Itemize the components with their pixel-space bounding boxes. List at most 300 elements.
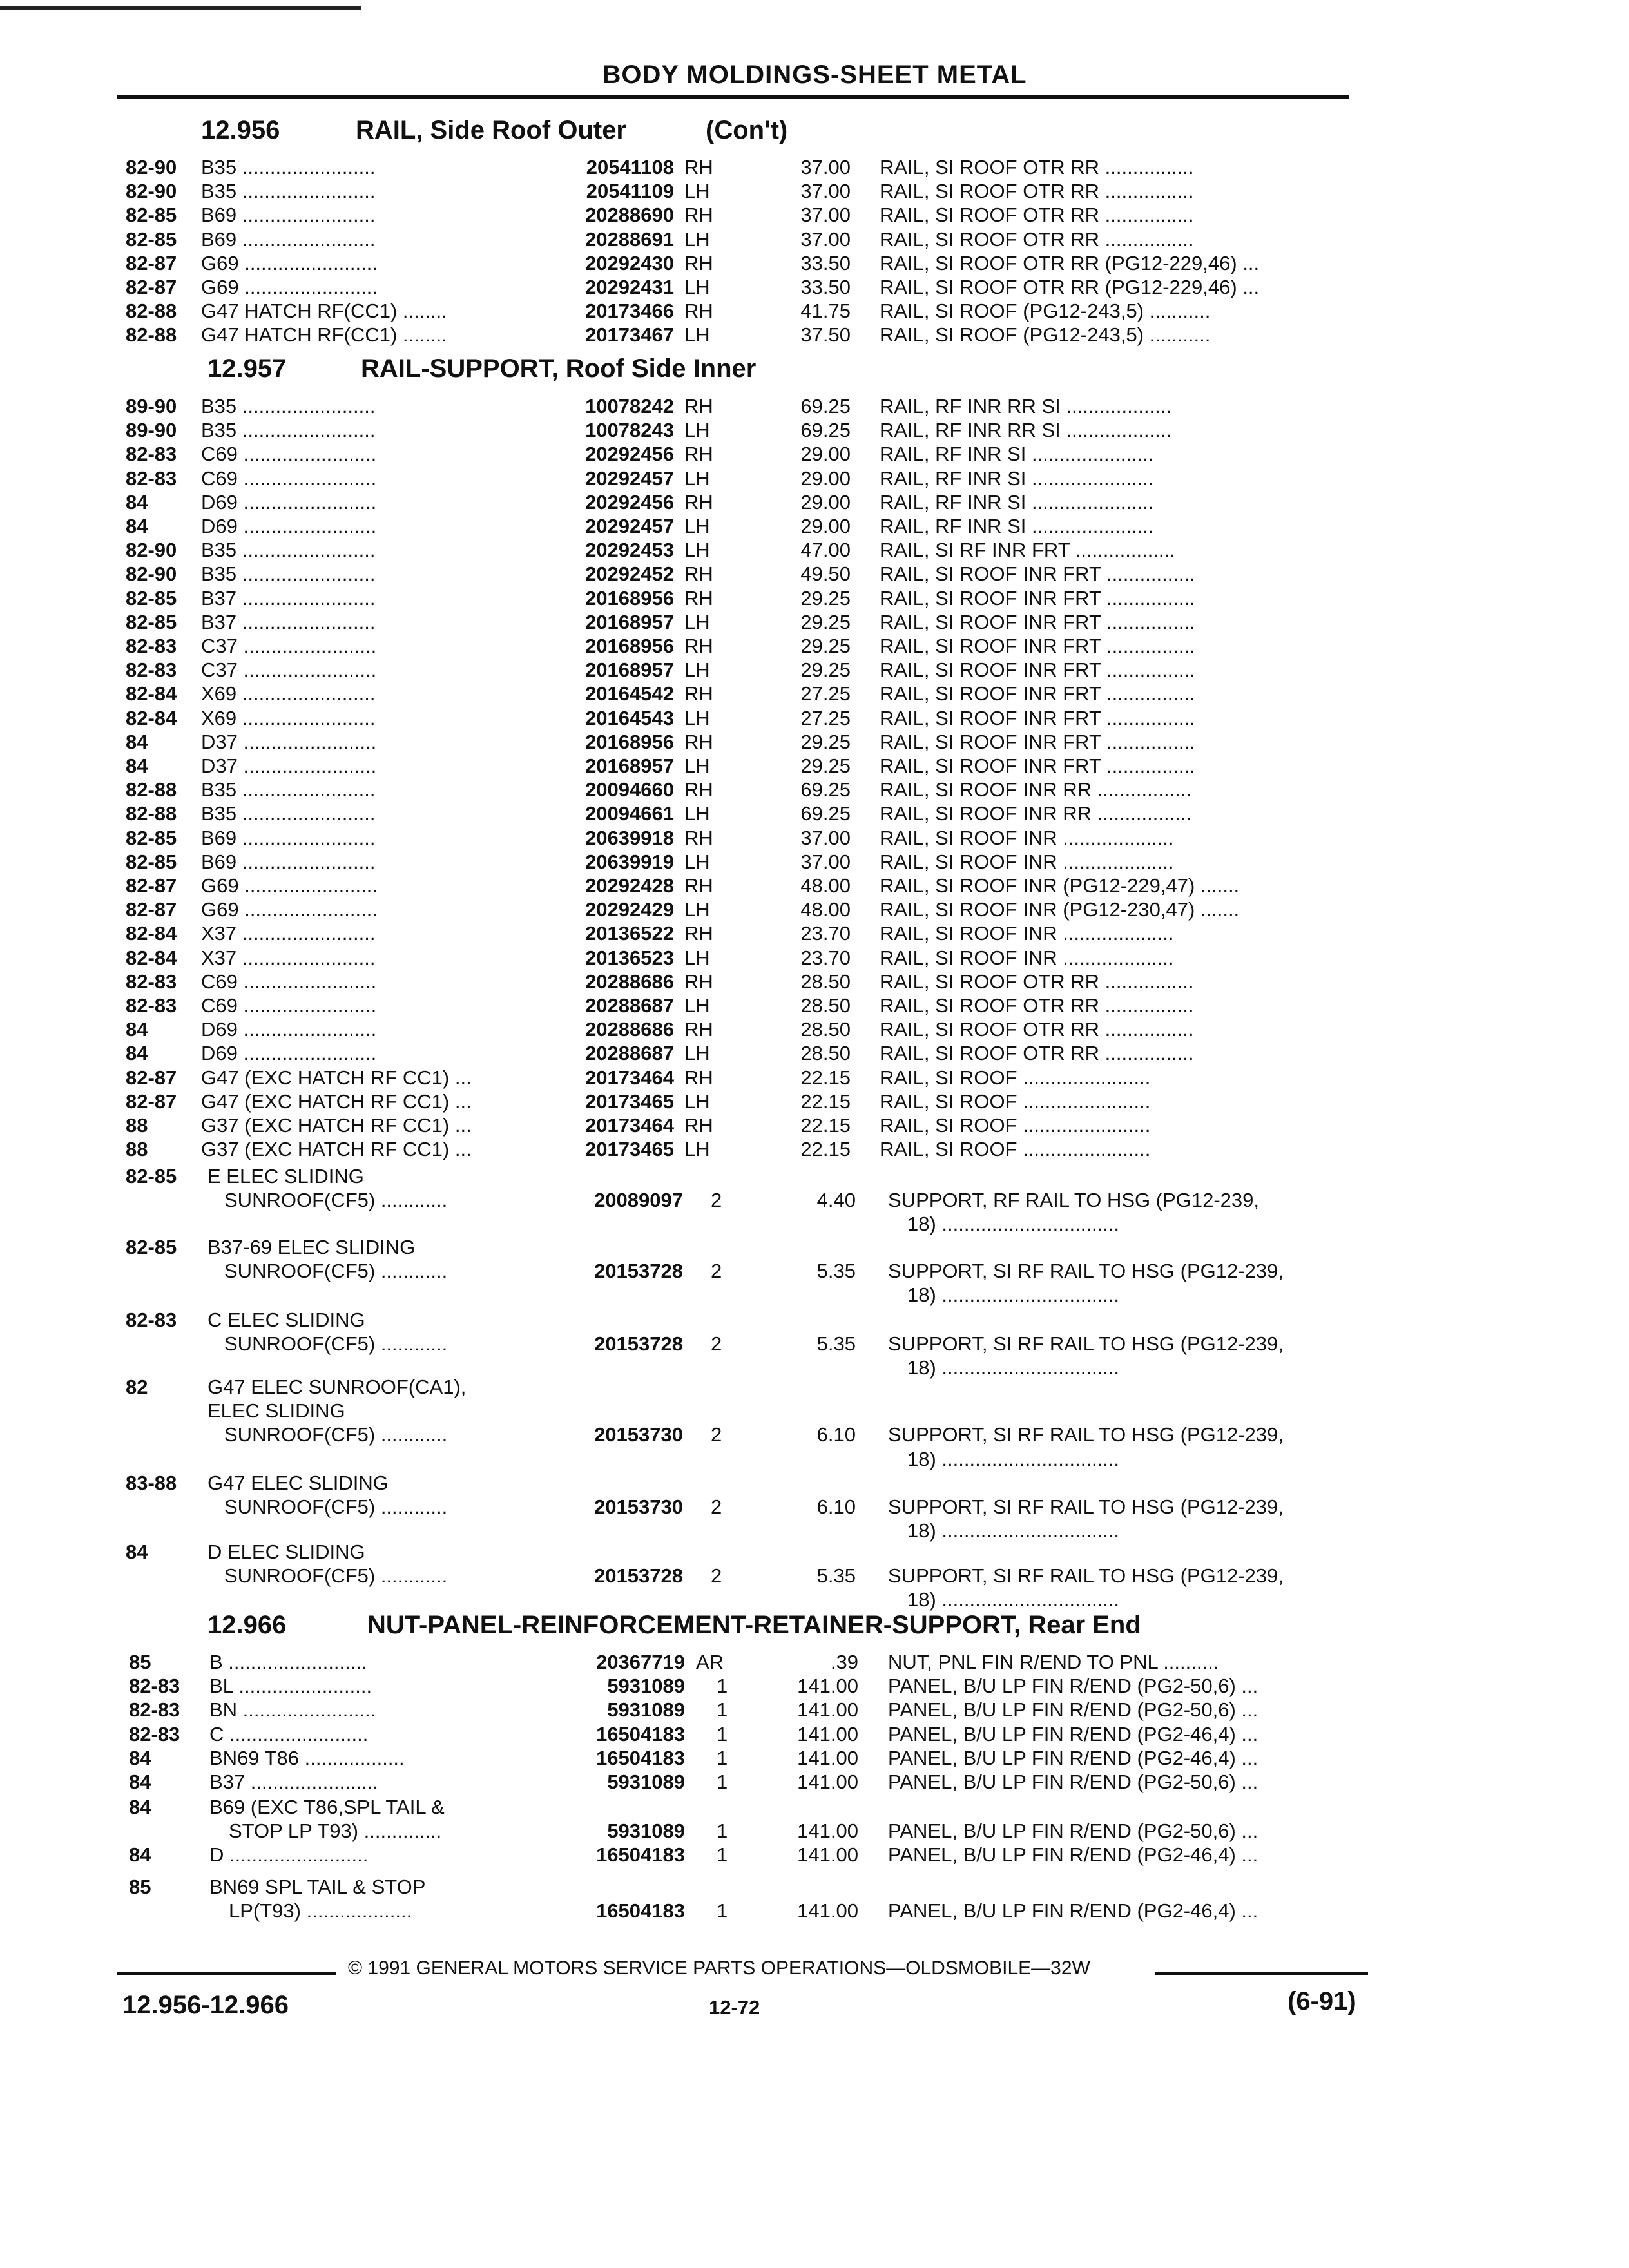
table-row xyxy=(0,1137,1629,1161)
table-row-continued xyxy=(0,1519,1629,1542)
table-row xyxy=(0,730,1629,754)
table-row-continued xyxy=(0,1899,1629,1923)
list-price: 5.35 xyxy=(816,1260,856,1283)
part-description: 18) ................................ xyxy=(907,1519,1120,1542)
model-description: B37 ........................ xyxy=(201,586,376,610)
list-price: 29.00 xyxy=(800,466,851,490)
model-years: 82-85 xyxy=(126,826,177,849)
part-number: 16504183 xyxy=(596,1843,685,1866)
table-row xyxy=(0,1308,1629,1332)
part-number: 20292456 xyxy=(585,490,674,514)
part-description: PANEL, B/U LP FIN R/END (PG2-50,6) ... xyxy=(888,1698,1258,1722)
part-number: 16504183 xyxy=(596,1746,685,1769)
model-years: 82-90 xyxy=(126,562,177,586)
table-row xyxy=(0,1066,1629,1090)
model-years: 85 xyxy=(129,1876,151,1898)
table-row xyxy=(0,1471,1629,1495)
list-price: 37.00 xyxy=(800,204,851,227)
list-price: 6.10 xyxy=(816,1423,856,1446)
list-price: 141.00 xyxy=(797,1722,858,1745)
model-description: SUNROOF(CF5) ............ xyxy=(224,1495,448,1519)
table-row xyxy=(0,538,1629,562)
quantity-side: 1 xyxy=(717,1820,728,1843)
model-years: 84 xyxy=(126,1541,148,1563)
list-price: 29.00 xyxy=(800,490,851,514)
quantity-side: LH xyxy=(684,323,710,347)
table-row-continued xyxy=(0,1283,1629,1307)
part-number: 20288686 xyxy=(585,1018,674,1041)
model-description: D ......................... xyxy=(209,1843,369,1866)
part-number: 10078243 xyxy=(585,419,674,442)
part-description: RAIL, SI ROOF INR FRT ................ xyxy=(880,635,1195,657)
table-row xyxy=(0,1770,1629,1794)
model-years: 84 xyxy=(129,1746,151,1769)
list-price: 22.15 xyxy=(800,1090,851,1113)
table-row xyxy=(0,921,1629,945)
table-row-continued xyxy=(0,1259,1629,1283)
model-years: 82-84 xyxy=(126,946,177,969)
model-years: 88 xyxy=(126,1138,148,1161)
model-years: 84 xyxy=(129,1771,151,1793)
part-description: SUPPORT, SI RF RAIL TO HSG (PG12-239, xyxy=(888,1332,1284,1356)
section-number: 12.957 xyxy=(207,354,287,383)
model-description: C69 ........................ xyxy=(201,994,377,1017)
table-row-continued xyxy=(0,1188,1629,1212)
part-number: 20288687 xyxy=(585,994,674,1017)
model-years: 82-88 xyxy=(126,778,177,802)
part-description: RAIL, SI ROOF OTR RR ................ xyxy=(880,180,1194,203)
table-row xyxy=(0,562,1629,586)
list-price: 69.25 xyxy=(800,419,851,442)
part-number: 20136522 xyxy=(585,922,674,945)
part-number: 20153730 xyxy=(594,1423,683,1446)
model-years: 83-88 xyxy=(126,1472,177,1494)
table-row xyxy=(0,1164,1629,1188)
quantity-side: RH xyxy=(684,443,713,466)
footer-copyright: © 1991 GENERAL MOTORS SERVICE PARTS OPERATIONS—OLDSMOBILE—32W xyxy=(348,1957,1090,1979)
model-years: 82-85 xyxy=(126,204,177,227)
model-description: BN ........................ xyxy=(209,1698,376,1722)
quantity-side: LH xyxy=(684,539,710,562)
model-description: B37 ........................ xyxy=(201,610,376,633)
table-row xyxy=(0,850,1629,874)
part-number: 20541109 xyxy=(586,180,674,203)
part-number: 20292457 xyxy=(585,466,674,490)
model-years: 82-83 xyxy=(129,1698,180,1722)
table-row xyxy=(0,1746,1629,1770)
quantity-side: RH xyxy=(684,778,713,802)
list-price: 141.00 xyxy=(797,1746,858,1769)
model-description: G37 (EXC HATCH RF CC1) ... xyxy=(201,1138,472,1161)
model-description: E ELEC SLIDING xyxy=(207,1165,364,1187)
model-description: BL ........................ xyxy=(209,1675,372,1698)
model-description: G47 ELEC SLIDING xyxy=(207,1472,389,1494)
part-number: 20153728 xyxy=(594,1564,683,1588)
part-number: 10078242 xyxy=(585,395,674,418)
model-description: B35 ........................ xyxy=(201,539,376,562)
part-description: NUT, PNL FIN R/END TO PNL .......... xyxy=(888,1651,1219,1673)
table-row xyxy=(0,203,1629,227)
table-row xyxy=(0,1235,1629,1259)
part-number: 20639918 xyxy=(585,826,674,849)
part-number: 20292452 xyxy=(585,562,674,586)
list-price: 4.40 xyxy=(816,1189,856,1212)
part-description: RAIL, SI ROOF OTR RR (PG12-229,46) ... xyxy=(880,251,1260,274)
table-row xyxy=(0,826,1629,850)
list-price: 141.00 xyxy=(797,1843,858,1866)
quantity-side: 1 xyxy=(717,1843,728,1866)
part-description: RAIL, SI ROOF OTR RR ................ xyxy=(880,970,1194,993)
footer-date: (6-91) xyxy=(1287,1987,1356,2015)
part-description: SUPPORT, SI RF RAIL TO HSG (PG12-239, xyxy=(888,1564,1284,1588)
footer-rule-left xyxy=(117,1972,336,1975)
part-number: 16504183 xyxy=(596,1722,685,1745)
part-description: 18) ................................ xyxy=(907,1447,1120,1470)
list-price: 22.15 xyxy=(800,1066,851,1089)
part-description: RAIL, SI ROOF INR .................... xyxy=(880,850,1174,873)
table-row xyxy=(0,1090,1629,1113)
model-years: 82-87 xyxy=(126,898,177,921)
list-price: 33.50 xyxy=(800,251,851,274)
part-number: 20089097 xyxy=(594,1189,683,1212)
part-number: 20288686 xyxy=(585,970,674,993)
part-number: 5931089 xyxy=(607,1771,685,1793)
table-row xyxy=(0,466,1629,490)
table-row xyxy=(0,227,1629,251)
model-description: G69 ........................ xyxy=(201,276,378,298)
part-description: RAIL, SI ROOF (PG12-243,5) ........... xyxy=(880,323,1211,347)
model-years: 82-88 xyxy=(126,323,177,347)
list-price: 37.00 xyxy=(800,227,851,251)
table-row xyxy=(0,442,1629,466)
quantity-side: LH xyxy=(684,515,710,537)
part-number: 20292429 xyxy=(585,898,674,921)
model-description: C ELEC SLIDING xyxy=(207,1309,365,1331)
model-description: STOP LP T93) .............. xyxy=(229,1820,442,1843)
part-description: 18) ................................ xyxy=(907,1356,1120,1379)
part-description: RAIL, RF INR RR SI ................... xyxy=(880,419,1172,442)
section-title: RAIL, Side Roof Outer xyxy=(356,116,626,144)
model-years: 84 xyxy=(126,754,148,777)
part-number: 20292457 xyxy=(585,515,674,537)
model-description: D69 ........................ xyxy=(201,1018,377,1041)
part-description: RAIL, SI ROOF INR FRT ................ xyxy=(880,586,1195,610)
part-description: RAIL, SI ROOF INR FRT ................ xyxy=(880,754,1195,777)
list-price: 29.25 xyxy=(800,730,851,753)
list-price: 5.35 xyxy=(816,1564,856,1588)
quantity-side: RH xyxy=(684,1114,713,1137)
quantity-side: 2 xyxy=(711,1495,722,1519)
model-description: BN69 T86 .................. xyxy=(209,1746,405,1769)
list-price: 6.10 xyxy=(816,1495,856,1519)
list-price: 27.25 xyxy=(800,706,851,729)
model-description: C37 ........................ xyxy=(201,635,377,657)
list-price: 28.50 xyxy=(800,970,851,993)
quantity-side: LH xyxy=(684,610,710,633)
table-row-continued xyxy=(0,1588,1629,1611)
model-years: 82-85 xyxy=(126,850,177,873)
model-description: C ......................... xyxy=(209,1722,369,1745)
model-years: 82-88 xyxy=(126,300,177,323)
part-description: RAIL, SI ROOF INR FRT ................ xyxy=(880,706,1195,729)
quantity-side: RH xyxy=(684,635,713,657)
table-row xyxy=(0,778,1629,802)
model-description: B69 (EXC T86,SPL TAIL & xyxy=(209,1796,445,1818)
part-description: PANEL, B/U LP FIN R/END (PG2-46,4) ... xyxy=(888,1899,1258,1923)
model-years: 82-85 xyxy=(126,610,177,633)
table-row xyxy=(0,418,1629,442)
table-row-continued xyxy=(0,1495,1629,1519)
part-description: RAIL, SI ROOF INR .................... xyxy=(880,946,1174,969)
list-price: 29.00 xyxy=(800,443,851,466)
model-description: SUNROOF(CF5) ............ xyxy=(224,1189,448,1212)
part-number: 16504183 xyxy=(596,1899,685,1923)
part-description: RAIL, SI ROOF INR (PG12-229,47) ....... xyxy=(880,874,1240,897)
part-description: RAIL, SI ROOF INR RR ................. xyxy=(880,802,1192,825)
table-row xyxy=(0,706,1629,730)
part-number: 20153728 xyxy=(594,1260,683,1283)
part-description: RAIL, SI ROOF INR FRT ................ xyxy=(880,658,1195,682)
part-description: RAIL, SI ROOF ....................... xyxy=(880,1090,1151,1113)
model-years: 82-90 xyxy=(126,156,177,178)
quantity-side: 2 xyxy=(711,1564,722,1588)
model-description: B37-69 ELEC SLIDING xyxy=(207,1236,416,1258)
model-description: B69 ........................ xyxy=(201,204,376,227)
model-years: 84 xyxy=(126,730,148,753)
list-price: 29.25 xyxy=(800,610,851,633)
table-row xyxy=(0,1113,1629,1137)
quantity-side: 1 xyxy=(717,1722,728,1745)
list-price: 47.00 xyxy=(800,539,851,562)
model-years: 82-83 xyxy=(126,658,177,682)
model-years: 82-85 xyxy=(126,227,177,251)
table-row xyxy=(0,970,1629,994)
model-description: D69 ........................ xyxy=(201,1042,377,1065)
quantity-side: RH xyxy=(684,874,713,897)
part-number: 20292431 xyxy=(585,276,674,298)
list-price: 69.25 xyxy=(800,802,851,825)
model-years: 82-90 xyxy=(126,539,177,562)
model-years: 82-83 xyxy=(126,970,177,993)
table-row xyxy=(0,1698,1629,1722)
part-description: SUPPORT, RF RAIL TO HSG (PG12-239, xyxy=(888,1189,1259,1212)
model-description: B35 ........................ xyxy=(201,419,376,442)
table-row-continued xyxy=(0,1332,1629,1356)
model-years: 84 xyxy=(126,490,148,514)
model-years: 82-83 xyxy=(129,1722,180,1745)
part-number: 20136523 xyxy=(585,946,674,969)
footer-page-number: 12-72 xyxy=(709,1996,760,2019)
quantity-side: LH xyxy=(684,754,710,777)
table-row xyxy=(0,634,1629,658)
part-number: 5931089 xyxy=(607,1698,685,1722)
list-price: 29.25 xyxy=(800,635,851,657)
model-description: C69 ........................ xyxy=(201,443,377,466)
part-number: 20288691 xyxy=(585,227,674,251)
model-years: 88 xyxy=(126,1114,148,1137)
model-description: C37 ........................ xyxy=(201,658,377,682)
table-row xyxy=(0,754,1629,778)
quantity-side: AR xyxy=(696,1651,724,1673)
part-description: RAIL, SI ROOF ....................... xyxy=(880,1138,1151,1161)
part-description: RAIL, SI ROOF OTR RR ................ xyxy=(880,994,1194,1017)
table-row xyxy=(0,1540,1629,1564)
part-description: SUPPORT, SI RF RAIL TO HSG (PG12-239, xyxy=(888,1260,1284,1283)
quantity-side: RH xyxy=(684,1066,713,1089)
model-description: D69 ........................ xyxy=(201,515,377,537)
part-description: PANEL, B/U LP FIN R/END (PG2-46,4) ... xyxy=(888,1746,1258,1769)
table-row xyxy=(0,898,1629,921)
table-row xyxy=(0,1843,1629,1867)
quantity-side: 1 xyxy=(717,1746,728,1769)
part-number: 20168956 xyxy=(585,635,674,657)
model-description: G47 (EXC HATCH RF CC1) ... xyxy=(201,1066,472,1089)
quantity-side: LH xyxy=(684,276,710,298)
section-number: 12.966 xyxy=(207,1611,287,1639)
quantity-side: LH xyxy=(684,706,710,729)
table-row xyxy=(0,251,1629,275)
table-row xyxy=(0,1674,1629,1698)
part-number: 20292428 xyxy=(585,874,674,897)
part-number: 20173466 xyxy=(585,300,674,323)
model-years: 84 xyxy=(129,1796,151,1818)
list-price: 28.50 xyxy=(800,1018,851,1041)
quantity-side: LH xyxy=(684,946,710,969)
model-description: C69 ........................ xyxy=(201,970,377,993)
quantity-side: LH xyxy=(684,466,710,490)
part-description: RAIL, SI ROOF OTR RR ................ xyxy=(880,204,1194,227)
list-price: 28.50 xyxy=(800,994,851,1017)
model-years: 82-88 xyxy=(126,802,177,825)
quantity-side: RH xyxy=(684,970,713,993)
table-row xyxy=(0,1722,1629,1746)
table-row xyxy=(0,1795,1629,1819)
section-title: RAIL-SUPPORT, Roof Side Inner xyxy=(361,354,757,383)
list-price: 37.00 xyxy=(800,156,851,178)
quantity-side: LH xyxy=(684,1042,710,1065)
footer-section-range: 12.956-12.966 xyxy=(122,1991,289,2019)
model-description: B37 ....................... xyxy=(209,1771,378,1793)
quantity-side: LH xyxy=(684,898,710,921)
quantity-side: RH xyxy=(684,156,713,178)
model-years: 82-85 xyxy=(126,1165,177,1187)
list-price: 141.00 xyxy=(797,1771,858,1793)
model-description: D37 ........................ xyxy=(201,754,377,777)
model-years: 82-87 xyxy=(126,276,177,298)
model-description: G47 HATCH RF(CC1) ........ xyxy=(201,323,447,347)
part-description: RAIL, SI ROOF OTR RR ................ xyxy=(880,227,1194,251)
model-years: 82-87 xyxy=(126,1090,177,1113)
model-years: 82-85 xyxy=(126,1236,177,1258)
quantity-side: LH xyxy=(684,1138,710,1161)
quantity-side: RH xyxy=(684,562,713,586)
part-description: RAIL, SI ROOF INR .................... xyxy=(880,826,1174,849)
table-row xyxy=(0,514,1629,538)
model-description: X69 ........................ xyxy=(201,706,376,729)
part-description: SUPPORT, SI RF RAIL TO HSG (PG12-239, xyxy=(888,1423,1284,1446)
model-years: 84 xyxy=(126,515,148,537)
list-price: 33.50 xyxy=(800,276,851,298)
list-price: 22.15 xyxy=(800,1138,851,1161)
list-price: 69.25 xyxy=(800,395,851,418)
model-description: B ......................... xyxy=(209,1651,367,1673)
part-number: 20173465 xyxy=(585,1138,674,1161)
part-number: 20173465 xyxy=(585,1090,674,1113)
list-price: 22.15 xyxy=(800,1114,851,1137)
quantity-side: RH xyxy=(684,395,713,418)
model-description: D69 ........................ xyxy=(201,490,377,514)
model-description: B69 ........................ xyxy=(201,227,376,251)
quantity-side: RH xyxy=(684,730,713,753)
table-row xyxy=(0,802,1629,825)
model-description: G69 ........................ xyxy=(201,874,378,897)
list-price: 37.00 xyxy=(800,826,851,849)
model-years: 82-83 xyxy=(129,1675,180,1698)
table-row xyxy=(0,682,1629,706)
part-description: 18) ................................ xyxy=(907,1588,1120,1611)
list-price: 28.50 xyxy=(800,1042,851,1065)
model-description: ELEC SLIDING xyxy=(207,1399,345,1423)
quantity-side: 1 xyxy=(717,1675,728,1698)
model-years: 84 xyxy=(126,1018,148,1041)
model-years: 82-83 xyxy=(126,1309,177,1331)
model-description: SUNROOF(CF5) ............ xyxy=(224,1564,448,1588)
part-description: RAIL, SI ROOF ....................... xyxy=(880,1066,1151,1089)
quantity-side: RH xyxy=(684,490,713,514)
list-price: 27.25 xyxy=(800,682,851,706)
part-description: PANEL, B/U LP FIN R/END (PG2-50,6) ... xyxy=(888,1820,1258,1843)
quantity-side: 1 xyxy=(717,1771,728,1793)
table-row xyxy=(0,610,1629,634)
quantity-side: LH xyxy=(684,419,710,442)
model-years: 82 xyxy=(126,1376,148,1398)
list-price: 141.00 xyxy=(797,1675,858,1698)
quantity-side: RH xyxy=(684,300,713,323)
model-description: G69 ........................ xyxy=(201,251,378,274)
part-description: PANEL, B/U LP FIN R/END (PG2-50,6) ... xyxy=(888,1771,1258,1793)
table-row xyxy=(0,155,1629,179)
model-description: G37 (EXC HATCH RF CC1) ... xyxy=(201,1114,472,1137)
part-description: RAIL, SI ROOF OTR RR ................ xyxy=(880,1042,1194,1065)
model-years: 82-83 xyxy=(126,466,177,490)
model-description: G69 ........................ xyxy=(201,898,378,921)
model-description: B35 ........................ xyxy=(201,156,376,178)
part-number: 20292430 xyxy=(585,251,674,274)
quantity-side: LH xyxy=(684,658,710,682)
model-years: 82-90 xyxy=(126,180,177,203)
list-price: .39 xyxy=(830,1651,858,1673)
part-number: 20173464 xyxy=(585,1066,674,1089)
model-years: 82-84 xyxy=(126,922,177,945)
model-description: G47 ELEC SUNROOF(CA1), xyxy=(207,1376,467,1398)
model-years: 82-83 xyxy=(126,635,177,657)
model-years: 82-87 xyxy=(126,251,177,274)
model-years: 82-84 xyxy=(126,706,177,729)
model-description: B69 ........................ xyxy=(201,850,376,873)
part-number: 20168957 xyxy=(585,754,674,777)
quantity-side: RH xyxy=(684,682,713,706)
quantity-side: 1 xyxy=(717,1899,728,1923)
part-number: 20288687 xyxy=(585,1042,674,1065)
quantity-side: RH xyxy=(684,1018,713,1041)
part-description: SUPPORT, SI RF RAIL TO HSG (PG12-239, xyxy=(888,1495,1284,1519)
model-years: 82-84 xyxy=(126,682,177,706)
model-years: 84 xyxy=(126,1042,148,1065)
part-description: RAIL, RF INR RR SI ................... xyxy=(880,395,1172,418)
top-edge-rule xyxy=(0,6,361,10)
part-number: 20153728 xyxy=(594,1332,683,1356)
part-description: RAIL, SI ROOF ....................... xyxy=(880,1114,1151,1137)
